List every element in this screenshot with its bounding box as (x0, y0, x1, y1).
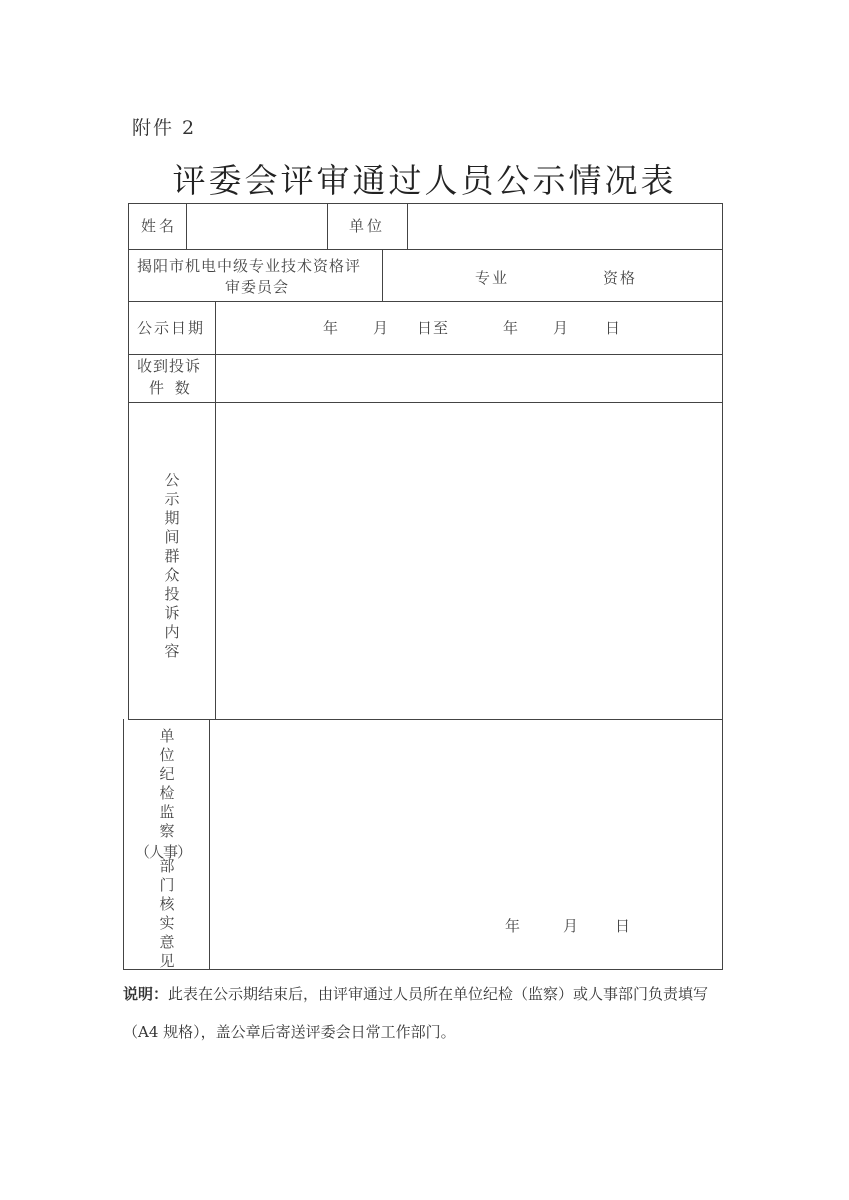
col-divider (327, 203, 328, 249)
table-border-bottom (123, 969, 723, 970)
page-title: 评委会评审通过人员公示情况表 (172, 161, 677, 200)
sign-year: 年 (505, 917, 521, 935)
date-year-start: 年 (323, 319, 339, 337)
table-border-right (722, 203, 723, 970)
row-divider (128, 249, 723, 250)
name-label: 姓名 (141, 217, 178, 235)
publicity-date-label: 公示日期 (137, 319, 206, 337)
verification-opinion-label-b: （人事） (135, 843, 192, 861)
table-border-top (128, 203, 723, 204)
complaint-content-label: 公示期间群众投诉内容 (164, 471, 180, 660)
qualification-label: 资格 (603, 269, 638, 287)
verification-opinion-label-a: 单位纪检监察 (159, 727, 175, 840)
date-year-end: 年 (503, 319, 519, 337)
instruction-note (123, 975, 723, 1051)
unit-label: 单位 (349, 217, 386, 235)
row-divider (128, 354, 723, 355)
verification-opinion-label-c: 部门核实意见 (159, 857, 175, 970)
note-text: 此表在公示期结束后，由评审通过人员所在单位纪检（监察）或人事部门负责填写（A4 规格），盖公章后寄送评委会日常工作部门。 (123, 985, 709, 1041)
col-divider (382, 249, 383, 301)
complaints-count-label-line2: 件 数 (149, 379, 193, 397)
attachment-label: 附件 2 (132, 117, 197, 139)
col-divider (407, 203, 408, 249)
complaints-count-label-line1: 收到投诉 (137, 357, 202, 375)
table-border-left (123, 719, 124, 970)
committee-name-line2: 审委员会 (225, 278, 290, 296)
col-divider (215, 301, 216, 719)
date-month-end: 月 (553, 319, 569, 337)
sign-month: 月 (563, 917, 579, 935)
date-month-start: 月 (373, 319, 389, 337)
col-divider (209, 719, 210, 970)
col-divider (186, 203, 187, 249)
sign-day: 日 (615, 917, 631, 935)
publicity-form-table (123, 203, 723, 970)
row-divider (128, 402, 723, 403)
row-divider (128, 719, 723, 720)
note-label: 说明： (123, 985, 169, 1003)
date-day-end: 日 (605, 319, 621, 337)
date-day-to: 日至 (417, 319, 450, 337)
committee-name-line1: 揭阳市机电中级专业技术资格评 (137, 257, 362, 275)
row-divider (128, 301, 723, 302)
table-border-left (128, 203, 129, 719)
specialty-label: 专业 (475, 269, 510, 287)
